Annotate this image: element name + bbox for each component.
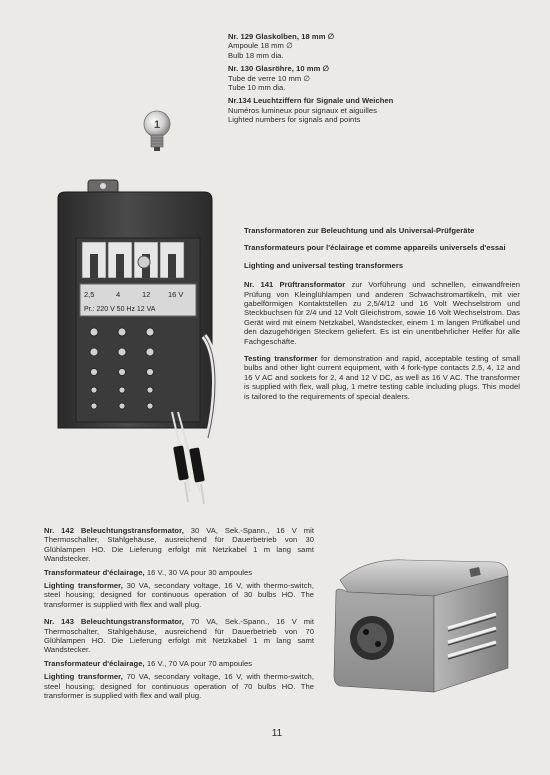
item-129-en: Bulb 18 mm dia. bbox=[228, 50, 284, 60]
label-2-5v: 2,5 bbox=[84, 290, 95, 299]
bulb-number: 1 bbox=[153, 119, 161, 131]
item-129-fr: Ampoule 18 mm ∅ bbox=[228, 41, 293, 51]
section-heading-fr: Transformateurs pour l'éclairage et comme appareils universels d'essai bbox=[244, 243, 506, 253]
section-text bbox=[244, 226, 520, 401]
item-143-fr: Transformateur d'éclairage, 16 V., 70 VA pour 70 ampoules bbox=[44, 658, 253, 668]
top-items bbox=[228, 32, 488, 125]
section-heading-de: Transformatoren zur Beleuchtung und als Universal-Prüfgeräte bbox=[244, 226, 475, 235]
label-4v: 4 bbox=[116, 290, 121, 299]
label-rating: Pr.: 220 V 50 Hz 12 VA bbox=[84, 306, 156, 313]
item-141-de: Nr. 141 Prüftransformator zur Vorführung und schnellen, einwandfreien Prüfung von Kleinglühlampen und anderen Schwachstromartikeln, mit vier gabelförmigen Kontaktstellen zu 2,5/4/12 und 16 Volt Wechselstrom und Steckbuchsen für 2/4 und 12 Volt Gleichstrom, sowie 16 Volt Wechselstrom. Das Gerät wird mit einem Netzkabel, Wandstecker, einem 1 m langen Prüfkabel und den dazugehörigen Steckern geliefert. Es ist ein unentbehrlicher Helfer für alle Fachgeschäfte. bbox=[244, 280, 520, 346]
item-141-en: Testing transformer for demonstration and rapid, acceptable testing of small bulbs and other light current equipment, with 4 fork-type contacts 2.5, 4, 12 and 16 V AC and sockets for 2, 4 and 12 V DC, as well as 16 V AC. The transformer is supplied with flex, wall plug, 1 metre testing cable including plugs. This model is tailored to the requirements of special dealers. bbox=[244, 354, 520, 401]
bottom-items bbox=[44, 526, 314, 701]
label-16v: 16 V bbox=[168, 290, 184, 299]
testing-transformer-illustration bbox=[44, 176, 234, 508]
item-142-en: Lighting transformer, 30 VA, secondary voltage, 16 V, with thermo-switch, steel housing; designed for continuous operation of 30 bulbs HO. The transformer is supplied with flex and wall plug. bbox=[44, 581, 314, 609]
item-130-fr: Tube de verre 10 mm ∅ bbox=[228, 73, 311, 83]
item-143-en: Lighting transformer, 70 VA, secondary voltage, 16 V, with thermo-switch, steel housing; designed for continuous operation of 70 bulbs HO. The transformer is supplied with flex and wall plug. bbox=[44, 672, 314, 701]
item-134-en: Lighted numbers for signals and points bbox=[228, 115, 361, 125]
item-134-title: Nr.134 Leuchtziffern für Signale und Weichen bbox=[228, 96, 394, 106]
page-number: 11 bbox=[271, 728, 283, 739]
label-12v: 12 bbox=[142, 290, 151, 299]
item-134-fr: Numéros lumineux pour signaux et aiguilles bbox=[228, 105, 377, 115]
section-heading-en: Lighting and universal testing transformers bbox=[244, 260, 404, 270]
item-130-en: Tube 10 mm dia. bbox=[228, 83, 286, 93]
bulb-illustration bbox=[140, 108, 174, 154]
item-142-fr: Transformateur d'éclairage, 16 V., 30 VA pour 30 ampoules bbox=[44, 567, 253, 577]
item-142-de: Nr. 142 Beleuchtungstransformator, 30 VA, Sek.-Spann., 16 V mit Thermoschalter, Stahlgehäuse, ausreichend für Dauerbetrieb von 30 Glühlampen HO. Die Lieferung erfolgt mit Netzkabel 1 m lang samt Wandstecker. bbox=[44, 526, 314, 564]
item-130-title: Nr. 130 Glasröhre, 10 mm ∅ bbox=[228, 64, 330, 74]
lighting-transformer-illustration bbox=[326, 552, 516, 702]
item-143-de: Nr. 143 Beleuchtungstransformator, 70 VA, Sek.-Spann., 16 V mit Thermoschalter, Stahlgehäuse, ausreichend für Dauerbetrieb von 70 Glühlampen HO. Die Lieferung erfolgt mit Netzkabel 1 m lang samt Wandstecker. bbox=[44, 617, 314, 655]
item-129-title: Nr. 129 Glaskolben, 18 mm ∅ bbox=[228, 32, 335, 41]
